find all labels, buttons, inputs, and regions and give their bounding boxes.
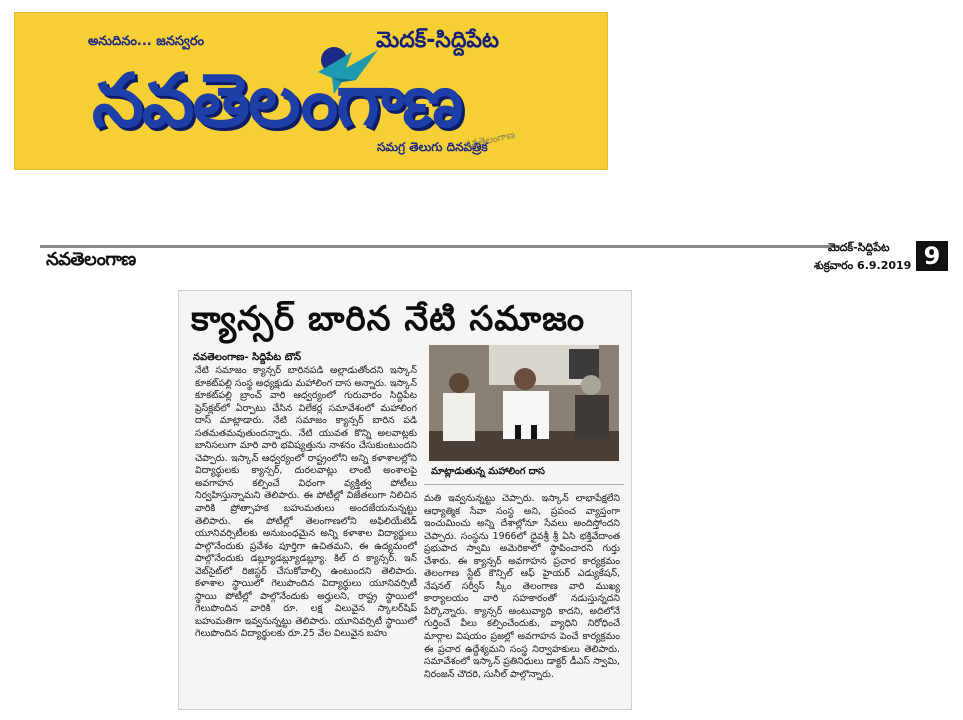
masthead [14, 12, 608, 170]
page-header-date: శుక్రవారం 6.9.2019 [814, 259, 912, 272]
page-header [40, 237, 952, 275]
masthead-stamp: నవతెలంగాణ [463, 129, 517, 152]
news-article [178, 290, 632, 710]
masthead-subtitle: సమగ్ర తెలుగు దినపత్రిక [377, 140, 488, 154]
masthead-tagline: అనుదినం... జనస్వరం [88, 34, 205, 49]
article-photo [429, 345, 619, 461]
photo-caption: మాట్లాడుతున్న మహాలింగ దాస [431, 466, 545, 477]
page-header-edition: మెదక్-సిద్దిపేట [828, 241, 890, 254]
article-column-2: మతి ఇవ్వనున్నట్టు చెప్పారు. ఇస్కాన్ లాభాపేక్షలేని ఆధ్యాత్మిక సేవా సంస్థ అని, ప్రపంచ వ్యాప్తంగా ఇంచుమించు అన్ని దేశాల్లోనూ సేవలు అందిస్తోందని చెప్పారు. సంస్థను 1966లో ధైవశ్రీ శ్రీ ఏసి భక్తివేదాంత ప్రభుపాద స్వామి అమెరికాలో స్థాపించారని గుర్తు చేశారు. ఈ క్యాన్సర్ అవగాహన ప్రచార కార్యక్రమం తెలంగాణ స్టేట్ కౌన్సిల్ ఆఫ్ హైయర్ ఎడ్యుకేషన్, నేషనల్ సర్వీస్ స్కీం తెలంగాణ వారి ముఖ్య కార్యాలయం వారి సహకారంతో నడుస్తున్నదని పేర్కొన్నారు. క్యాన్సర్ అంటువ్యాధి కాదని, అదిలోనే గుర్తించే వీలు కల్పించేందుకు, వ్యాధిని నిరోధించే మార్గాల విషయం ప్రజల్లో అవగాహన పెంచే కార్యక్రమం ఈ ప్రచార ఉద్దేశ్యమని సంస్థ నిర్వాహకులు తెలిపారు. సమావేశంలో ఇస్కాన్ ప్రతినిధులు డాక్టర్ డీఎస్ స్వామి, నిరంజన్ చౌదరి, సునీల్ పాల్గొన్నారు. [424, 493, 620, 680]
header-rule [40, 245, 840, 248]
page-header-logo: నవతెలంగాణ [46, 249, 136, 270]
press-meet-photo-icon [429, 345, 619, 461]
masthead-logo: నవతెలంగాణ [92, 58, 462, 144]
caption-rule [424, 484, 624, 485]
article-column-1: నేటి సమాజం క్యాన్సర్ బారినపడి అల్లాడుతోందని ఇస్కాన్ కూకట్‌పల్లి సంస్థ అధ్యక్షుడు మహాలింగ దాస అన్నారు. ఇస్కాన్ కూకట్‌పల్లి బ్రాంచ్ వారి ఆధ్వర్యంలో గురువారం సిద్దిపేట ప్రెస్‌క్లబ్‌లో ఏర్పాటు చేసిన విలేకర్ల సమావేశంలో మహాలింగ దాస్ మాట్లాడారు. నేటి సమాజం క్యాన్సర్ బారిన పడి సతమతమవుతుందన్నారు. నేటి యువత కొన్ని అలవాట్లకు బానిసలుగా మారి వారి భవిష్యత్తును నాశనం చేసుకుంటుందని చెప్పారు. ఇస్కాన్ ఆధ్వర్యంలో రాష్ట్రంలోని అన్ని కళాశాలల్లోని విద్యార్థులకు క్యాన్సర్, దురలవాట్లు లాంటి అంశాలపై అవగాహన కల్పించే విధంగా వ్యక్తిత్వ పోటీలు నిర్వహిస్తున్నామని తెలిపారు. ఈ పోటీల్లో విజేతలుగా నిలిచిన వారికి ప్రోత్సాహక బహుమతులు అందజేయనున్నట్టు తెలిపారు. ఈ పోటీల్లో తెలంగాణలోని అఫిలియేటెడ్ యూనివర్సిటీలకు అనుబంధమైన అన్ని కళాశాల విద్యార్థులు పాల్గొనేందుకు ప్రవేశం పూర్తిగా ఉచితమని, ఈ ఉద్యమంలో పాల్గొనేందుకు డబ్ల్యూడబ్ల్యూడబ్ల్యూ. కిల్ ద క్యాన్సర్. ఇన్ వెబ్‌సైట్‌లో రిజిస్టర్ చేసుకోవాల్సి ఉంటుందని తెలిపారు. కళాశాల స్థాయిలో గెలుపొందిన విద్యార్థులు యూనివర్సిటీ స్థాయి పోటీల్లో పాల్గొనేందుకు అర్హులని, రాష్ట్ర స్థాయిలో గెలుపొందిన వారికి రూ. లక్ష విలువైన స్కాలర్‌షిప్ బహుమతిగా ఇవ్వనున్నట్టు తెలిపారు. యూనివర్సిటీ స్థాయిలో గెలుపొందిన విద్యార్థులకు రూ.25 వేల విలువైన బహు [195, 365, 417, 640]
article-headline: క్యాన్సర్ బారిన నేటి సమాజం [191, 299, 586, 339]
article-dateline: నవతెలంగాణ- సిద్దిపేట టౌన్ [193, 352, 302, 363]
page-number: 9 [916, 241, 948, 271]
masthead-edition: మెదక్-సిద్దిపేట [376, 28, 500, 53]
